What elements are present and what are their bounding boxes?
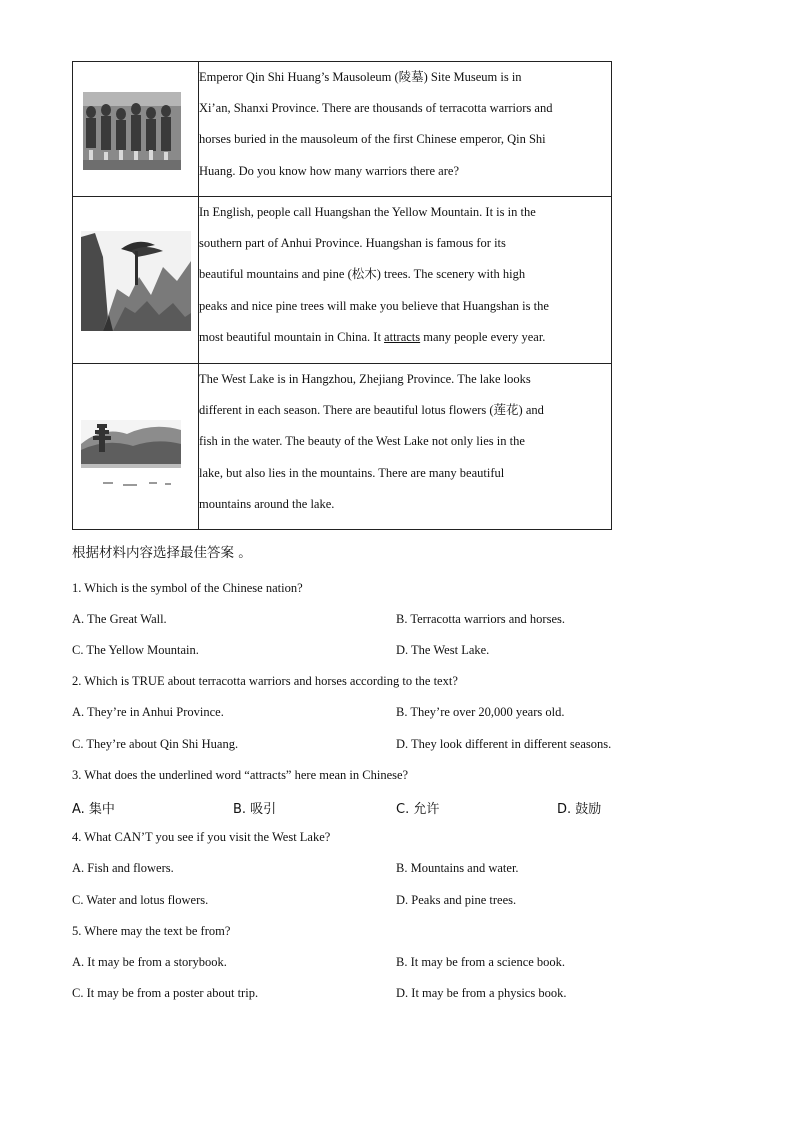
question-1-option-c[interactable]: C. The Yellow Mountain. <box>72 643 199 657</box>
question-5-option-d[interactable]: D. It may be from a physics book. <box>396 986 567 1000</box>
question-1: 1. Which is the symbol of the Chinese nation? <box>72 581 303 595</box>
passage-line: beautiful mountains and pine (松木) trees. The scenery with high <box>199 267 526 282</box>
passage-line: The West Lake is in Hangzhou, Zhejiang Province. The lake looks <box>199 372 531 386</box>
instruction-text: 根据材料内容选择最佳答案 。 <box>72 545 252 561</box>
question-2-option-c[interactable]: C. They’re about Qin Shi Huang. <box>72 737 239 751</box>
passage-line: Emperor Qin Shi Huang’s Mausoleum (陵墓) Site Museum is in <box>199 70 522 84</box>
passage-line: Huang. Do you know how many warriors there are? <box>199 163 459 178</box>
passage-text <box>199 197 612 364</box>
question-3: 3. What does the underlined word “attracts” here mean in Chinese? <box>72 768 409 782</box>
underlined-word: attracts <box>384 329 421 344</box>
passage-line: southern part of Anhui Province. Huangshan is famous for its <box>199 236 506 251</box>
question-1-option-d[interactable]: D. The West Lake. <box>396 643 490 657</box>
west-lake-photo-icon <box>73 364 196 527</box>
question-4-option-c[interactable]: C. Water and lotus flowers. <box>72 893 209 907</box>
passage-text <box>199 364 612 530</box>
question-2-option-a[interactable]: A. They’re in Anhui Province. <box>72 705 224 719</box>
passage-line: Xi’an, Shanxi Province. There are thousands of terracotta warriors and <box>199 101 553 116</box>
question-5-option-b[interactable]: B. It may be from a science book. <box>396 955 566 969</box>
passage-line: mountains around the lake. <box>199 496 335 511</box>
terracotta-warriors-photo-icon <box>73 62 196 194</box>
question-5-option-a[interactable]: A. It may be from a storybook. <box>72 955 227 969</box>
line-text: many people every year. <box>420 329 546 344</box>
passage-line <box>199 322 611 353</box>
question-5: 5. Where may the text be from? <box>72 924 231 938</box>
question-4-option-d[interactable]: D. Peaks and pine trees. <box>396 893 517 907</box>
passage-text <box>199 62 612 197</box>
huangshan-mountain-photo-icon <box>73 197 196 361</box>
question-2-option-b[interactable]: B. They’re over 20,000 years old. <box>396 705 565 719</box>
question-3-option-c[interactable]: C. 允许 <box>396 802 440 817</box>
passage-line: peaks and nice pine trees will make you believe that Huangshan is the <box>199 298 549 313</box>
question-5-option-c[interactable]: C. It may be from a poster about trip. <box>72 986 259 1000</box>
passage-line: different in each season. There are beautiful lotus flowers (莲花) and <box>199 403 544 418</box>
image-cell <box>73 62 199 197</box>
passage-line: fish in the water. The beauty of the West Lake not only lies in the <box>199 434 525 449</box>
question-4-option-b[interactable]: B. Mountains and water. <box>396 861 519 875</box>
passage-row-west-lake <box>73 364 612 530</box>
question-2: 2. Which is TRUE about terracotta warriors and horses according to the text? <box>72 674 458 688</box>
passage-row-huangshan <box>73 197 612 364</box>
question-4-option-a[interactable]: A. Fish and flowers. <box>72 861 174 875</box>
question-4: 4. What CAN’T you see if you visit the West Lake? <box>72 830 331 844</box>
reading-material-table <box>72 61 612 530</box>
line-text: most beautiful mountain in China. It <box>199 329 385 344</box>
question-1-option-b[interactable]: B. Terracotta warriors and horses. <box>396 612 565 626</box>
passage-row-terracotta <box>73 62 612 197</box>
image-cell <box>73 197 199 364</box>
passage-line: lake, but also lies in the mountains. There are many beautiful <box>199 465 505 480</box>
question-3-option-b[interactable]: B. 吸引 <box>233 802 277 817</box>
passage-line: In English, people call Huangshan the Yellow Mountain. It is in the <box>199 205 536 219</box>
question-2-option-d[interactable]: D. They look different in different seasons. <box>396 737 612 751</box>
question-1-option-a[interactable]: A. The Great Wall. <box>72 612 167 626</box>
passage-line: horses buried in the mausoleum of the first Chinese emperor, Qin Shi <box>199 132 546 147</box>
image-cell <box>73 364 199 530</box>
question-3-option-d[interactable]: D. 鼓励 <box>557 802 602 817</box>
question-3-option-a[interactable]: A. 集中 <box>72 802 115 817</box>
